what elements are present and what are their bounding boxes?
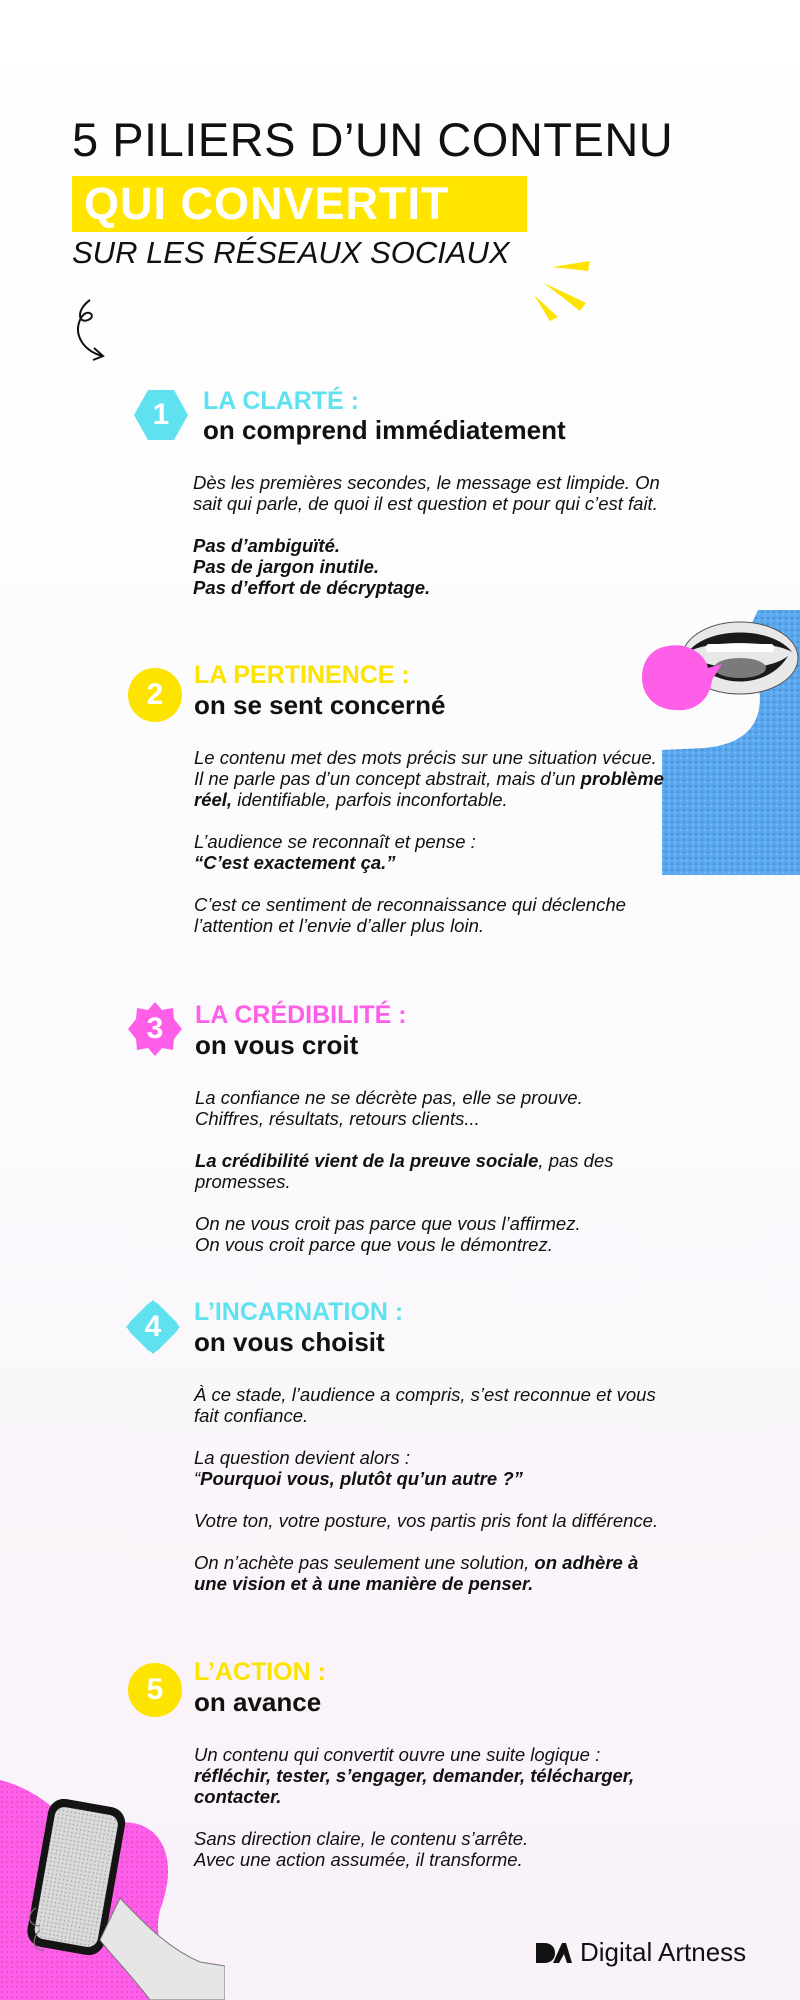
section-5-title: L’ACTION : <box>194 1658 326 1686</box>
section-4-number: 4 <box>144 1310 162 1343</box>
digital-artness-logo-icon <box>536 1942 572 1964</box>
body-text: Sans direction claire, le contenu s’arrête. <box>194 1828 529 1849</box>
paragraph <box>194 894 664 936</box>
body-text: On ne vous croit pas parce que vous l’affirmez. <box>195 1213 581 1234</box>
section-1-title: LA CLARTÉ : <box>203 387 359 415</box>
emphasis-text: Pas d’effort de décryptage. <box>193 577 431 598</box>
speech-bubble-icon <box>638 640 723 720</box>
emphasis-text: “C’est exactement ça.” <box>194 852 396 873</box>
section-2-body <box>194 747 664 957</box>
body-text: Votre ton, votre posture, vos partis pris font la différence. <box>194 1510 659 1531</box>
body-text: On n’achète pas seulement une solution, <box>194 1552 535 1573</box>
body-text: C’est ce sentiment de reconnaissance qui déclenche l’attention et l’envie d’aller plus loin. <box>194 894 626 936</box>
section-3-body <box>195 1087 665 1276</box>
body-text: La question devient alors : <box>194 1447 410 1468</box>
section-5-body <box>194 1744 664 1891</box>
emphasis-text: Pas d’ambiguïté. <box>193 535 341 556</box>
emphasis-text: Pas de jargon inutile. <box>193 556 380 577</box>
paragraph <box>194 1384 674 1426</box>
section-3-subtitle: on vous croit <box>195 1030 359 1060</box>
section-5-number: 5 <box>146 1673 164 1706</box>
paragraph <box>193 472 683 514</box>
section-2-number: 2 <box>146 678 164 711</box>
body-text: Chiffres, résultats, retours clients... <box>195 1108 480 1129</box>
emphasis-text: La crédibilité vient de la preuve sociale <box>195 1150 539 1171</box>
emphasis-text: réfléchir, tester, s’engager, demander, télécharger, contacter. <box>194 1765 635 1807</box>
paragraph <box>194 831 664 873</box>
body-text: Dès les premières secondes, le message est limpide. On sait qui parle, de quoi il est question et pour qui c’est fait. <box>193 472 660 514</box>
section-4-body <box>194 1384 674 1615</box>
section-3-title: LA CRÉDIBILITÉ : <box>195 1001 407 1029</box>
body-text: , pas des promesses. <box>195 1150 614 1192</box>
body-text: Avec une action assumée, il transforme. <box>194 1849 523 1870</box>
swirl-arrow-icon <box>72 296 114 364</box>
paragraph <box>193 535 683 598</box>
section-2-title: LA PERTINENCE : <box>194 661 410 689</box>
body-text: Il ne parle pas d’un concept abstrait, mais d’un <box>194 768 581 789</box>
body-text: identifiable, parfois inconfortable. <box>232 789 508 810</box>
phone-in-hand-icon <box>0 1780 225 2000</box>
brand-logo <box>536 1937 746 1968</box>
body-text: La confiance ne se décrète pas, elle se prouve. <box>195 1087 583 1108</box>
emphasis-text: problème réel, <box>194 768 664 810</box>
paragraph <box>195 1087 665 1129</box>
paragraph <box>194 1552 674 1594</box>
emphasis-text: Pourquoi vous, plutôt qu’un autre ?” <box>200 1468 523 1489</box>
paragraph <box>194 1447 674 1489</box>
section-1-body <box>193 472 683 619</box>
section-2-subtitle: on se sent concerné <box>194 690 446 720</box>
paragraph <box>194 1828 664 1870</box>
section-4-title: L’INCARNATION : <box>194 1298 404 1326</box>
body-text: “ <box>194 1468 201 1489</box>
emphasis-text: on adhère à une vision et à une manière de penser. <box>194 1552 639 1594</box>
section-1-subtitle: on comprend immédiatement <box>203 415 566 445</box>
paragraph <box>194 1744 664 1807</box>
body-text: On vous croit parce que vous le démontrez. <box>195 1234 553 1255</box>
section-5-subtitle: on avance <box>194 1687 322 1717</box>
body-text: Le contenu met des mots précis sur une situation vécue. <box>194 747 657 768</box>
section-4-subtitle: on vous choisit <box>194 1327 385 1357</box>
brand-name: Digital Artness <box>580 1937 747 1967</box>
body-text: À ce stade, l’audience a compris, s’est reconnue et vous fait confiance. <box>194 1384 656 1426</box>
page-title-line-1: 5 PILIERS D’UN CONTENU <box>72 113 674 166</box>
body-text: L’audience se reconnaît et pense : <box>194 831 476 852</box>
section-3-number: 3 <box>146 1012 164 1045</box>
page-title-line-2: QUI CONVERTIT <box>84 178 450 229</box>
section-1-number: 1 <box>152 398 170 431</box>
sparkle-lines-icon <box>530 255 605 325</box>
page-subtitle: SUR LES RÉSEAUX SOCIAUX <box>72 235 510 270</box>
paragraph <box>194 747 664 810</box>
paragraph <box>195 1213 665 1255</box>
body-text: Un contenu qui convertit ouvre une suite logique : <box>194 1744 601 1765</box>
paragraph <box>195 1150 665 1192</box>
paragraph <box>194 1510 674 1531</box>
